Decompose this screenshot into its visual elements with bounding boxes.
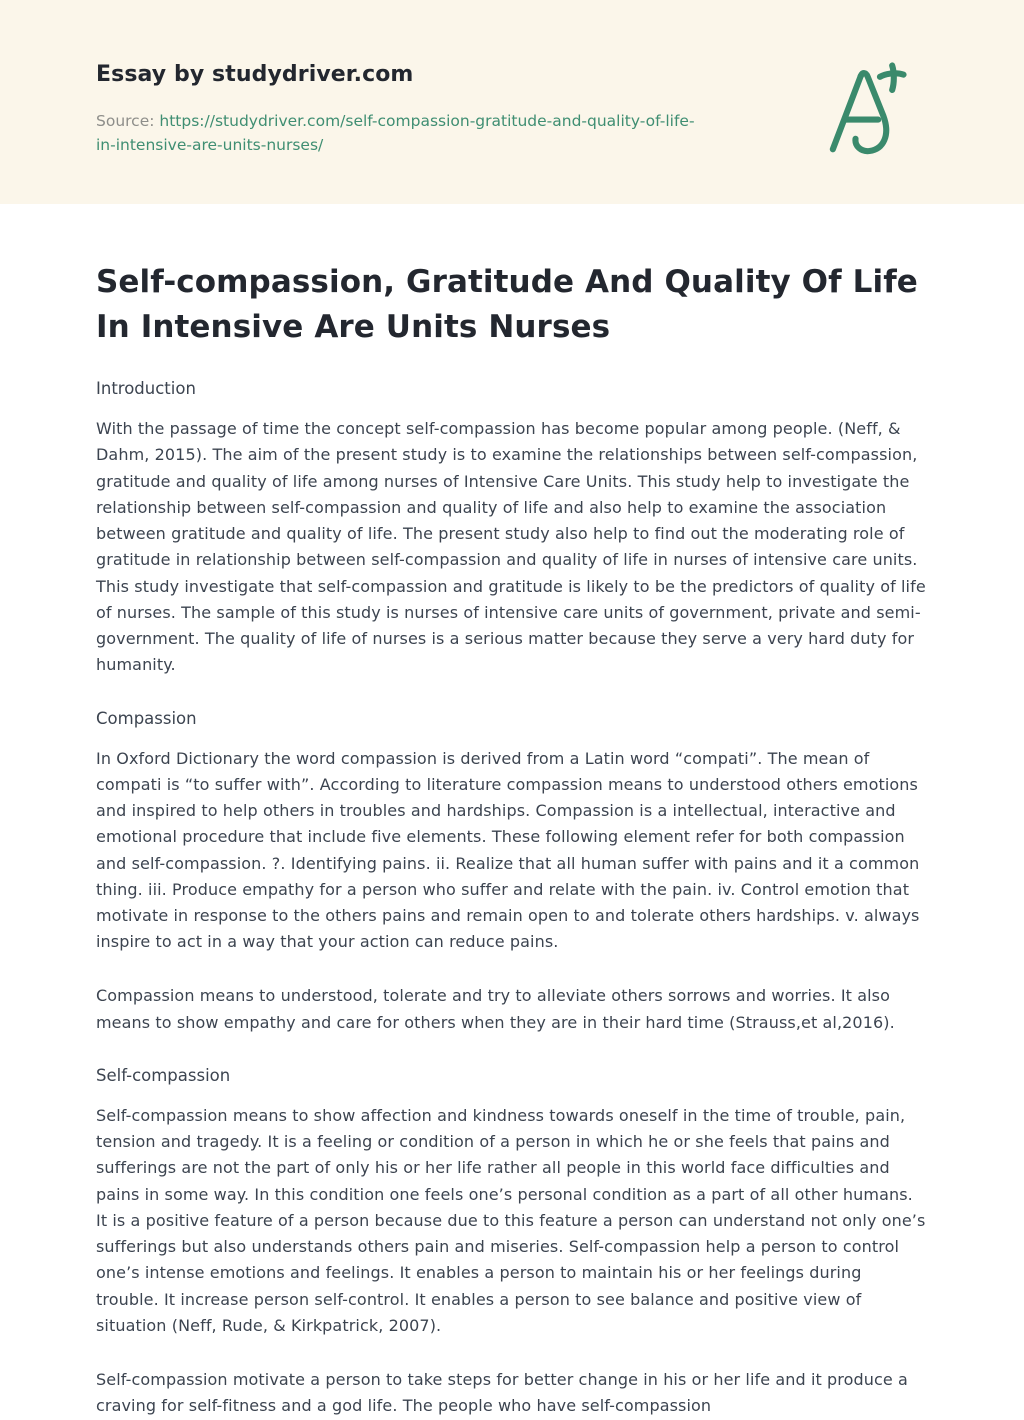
section-heading-compassion: Compassion	[96, 708, 197, 728]
paragraph: Self-compassion motivate a person to take steps for better change in his or her life and it produce a craving for self-fitness and a god life. The people who have self-compassion	[96, 1370, 908, 1416]
source-url-link[interactable]: https://studydriver.com/self-compassion-gratitude-and-quality-of-life-in-intensive-are-units-nurses/	[96, 112, 695, 155]
section-compassion	[96, 709, 928, 1036]
section-heading-introduction: Introduction	[96, 379, 196, 399]
essay-content	[0, 260, 1024, 1420]
section-introduction	[96, 379, 928, 678]
paragraph: Self-compassion means to show affection and kindness towards oneself in the time of trouble, pain, tension and tragedy. It is a feeling or condition of a person in which he or she feels that pains and sufferings are not the part of only his or her life rather all people in this world face difficulties and pains in some way. In this condition one feels one’s personal condition as a part of all other humans. It is a positive feature of a person because due to this feature a person can understand not only one’s sufferings but also understands others pain and miseries. Self-compassion help a person to control one’s intense emotions and feelings. It enables a person to maintain his or her feelings during trouble. It increase person self-control. It enables a person to see balance and positive view of situation (Neff, Rude, & Kirkpatrick, 2007).	[96, 1105, 926, 1335]
page-header	[0, 0, 1024, 204]
studydriver-logo-icon	[818, 62, 914, 158]
paragraph: In Oxford Dictionary the word compassion is derived from a Latin word “compati”. The mean of compati is “to suffer with”. According to literature compassion means to understood others emotions and inspired to help others in troubles and hardships. Compassion is a intellectual, interactive and emotional procedure that include five elements. These following element refer for both compassion and self-compassion. ?. Identifying pains. ii. Realize that all human suffer with pains and it a common thing. iii. Produce empathy for a person who suffer and relate with the pain. iv. Control emotion that motivate in response to the others pains and remain open to and tolerate others hardships. v. always inspire to act in a way that your action can reduce pains.	[96, 748, 920, 952]
source-line	[96, 109, 696, 157]
source-label: Source:	[96, 112, 155, 130]
paragraph: With the passage of time the concept self-compassion has become popular among people. (Neff, & Dahm, 2015). The aim of the present study is to examine the relationships between self-compassion, gratitude and quality of life among nurses of Intensive Care Units. This study help to investigate the relationship between self-compassion and quality of life and also help to examine the association between gratitude and quality of life. The present study also help to find out the moderating role of gratitude in relationship between self-compassion and quality of life in nurses of intensive care units. This study investigate that self-compassion and gratitude is likely to be the predictors of quality of life of nurses. The sample of this study is nurses of intensive care units of government, private and semi-government. The quality of life of nurses is a serious matter because they serve a very hard duty for humanity.	[96, 419, 926, 675]
section-self-compassion	[96, 1066, 928, 1420]
essay-title: Self-compassion, Gratitude And Quality Of Life In Intensive Are Units Nurses	[96, 264, 918, 345]
site-title: Essay by studydriver.com	[96, 62, 414, 87]
paragraph: Compassion means to understood, tolerate and try to alleviate others sorrows and worries. It also means to show empathy and care for others when they are in their hard time (Strauss,et al,2016).	[96, 986, 895, 1032]
section-heading-self-compassion: Self-compassion	[96, 1065, 231, 1085]
header-text-block	[96, 62, 696, 157]
